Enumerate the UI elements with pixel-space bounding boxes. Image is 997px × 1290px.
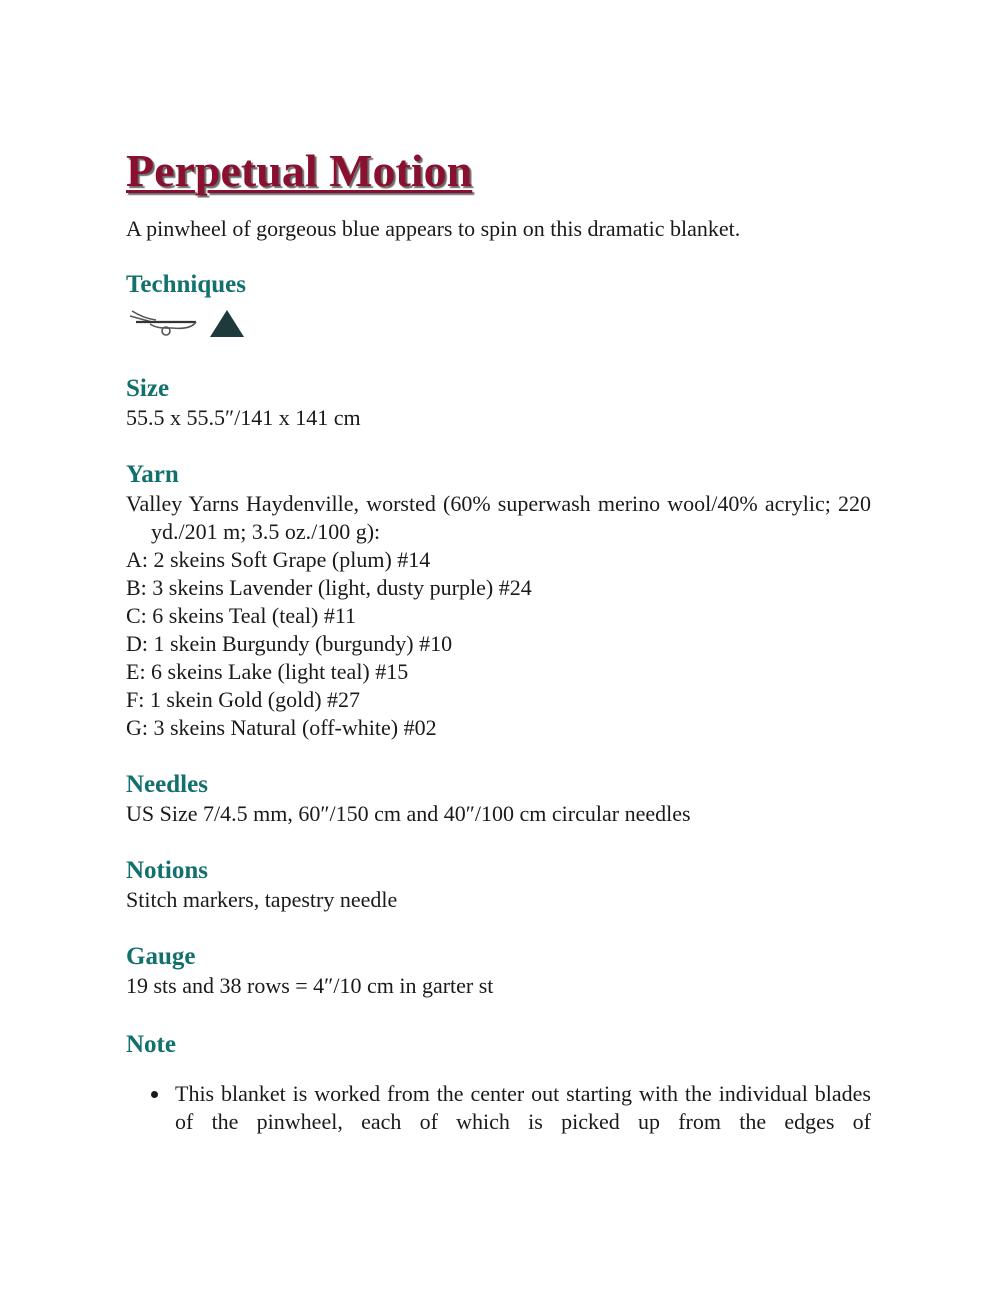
needles-heading: Needles (126, 771, 208, 798)
yarn-heading: Yarn (126, 461, 179, 488)
gauge-heading: Gauge (126, 943, 196, 970)
document-page (126, 140, 871, 1136)
page-title: Perpetual Motion (126, 145, 473, 196)
notions-value: Stitch markers, tapestry needle (126, 887, 398, 912)
notions-heading: Notions (126, 857, 208, 884)
note-item (126, 1080, 871, 1136)
needle-icon (126, 306, 198, 340)
bullet-icon (151, 1091, 158, 1098)
yarn-description: Valley Yarns Haydenville, worsted (60% superwash merino wool/40% acrylic; 220 yd./201 m; 3.5 oz./100 g): (126, 491, 871, 544)
note-heading: Note (126, 1031, 176, 1058)
techniques-heading: Techniques (126, 271, 246, 298)
yarn-color-item: E: 6 skeins Lake (light teal) #15 (126, 659, 409, 684)
yarn-color-item: C: 6 skeins Teal (teal) #11 (126, 603, 357, 628)
yarn-color-item: D: 1 skein Burgundy (burgundy) #10 (126, 631, 453, 656)
note-item-text: This blanket is worked from the center out starting with the individual blades of the pinwheel, each of which is picked up from the edges of (175, 1081, 871, 1134)
triangle-icon (208, 306, 246, 340)
techniques-icons (126, 306, 871, 340)
yarn-color-item: B: 3 skeins Lavender (light, dusty purple) #24 (126, 575, 532, 600)
intro-text: A pinwheel of gorgeous blue appears to spin on this dramatic blanket. (126, 216, 741, 241)
size-value: 55.5 x 55.5″/141 x 141 cm (126, 405, 361, 430)
note-list (126, 1080, 871, 1136)
gauge-value: 19 sts and 38 rows = 4″/10 cm in garter st (126, 973, 494, 998)
yarn-color-item: A: 2 skeins Soft Grape (plum) #14 (126, 547, 431, 572)
size-heading: Size (126, 375, 170, 402)
yarn-color-item: G: 3 skeins Natural (off-white) #02 (126, 715, 437, 740)
yarn-color-item: F: 1 skein Gold (gold) #27 (126, 687, 361, 712)
yarn-color-list (126, 546, 871, 742)
needles-value: US Size 7/4.5 mm, 60″/150 cm and 40″/100 cm circular needles (126, 801, 691, 826)
